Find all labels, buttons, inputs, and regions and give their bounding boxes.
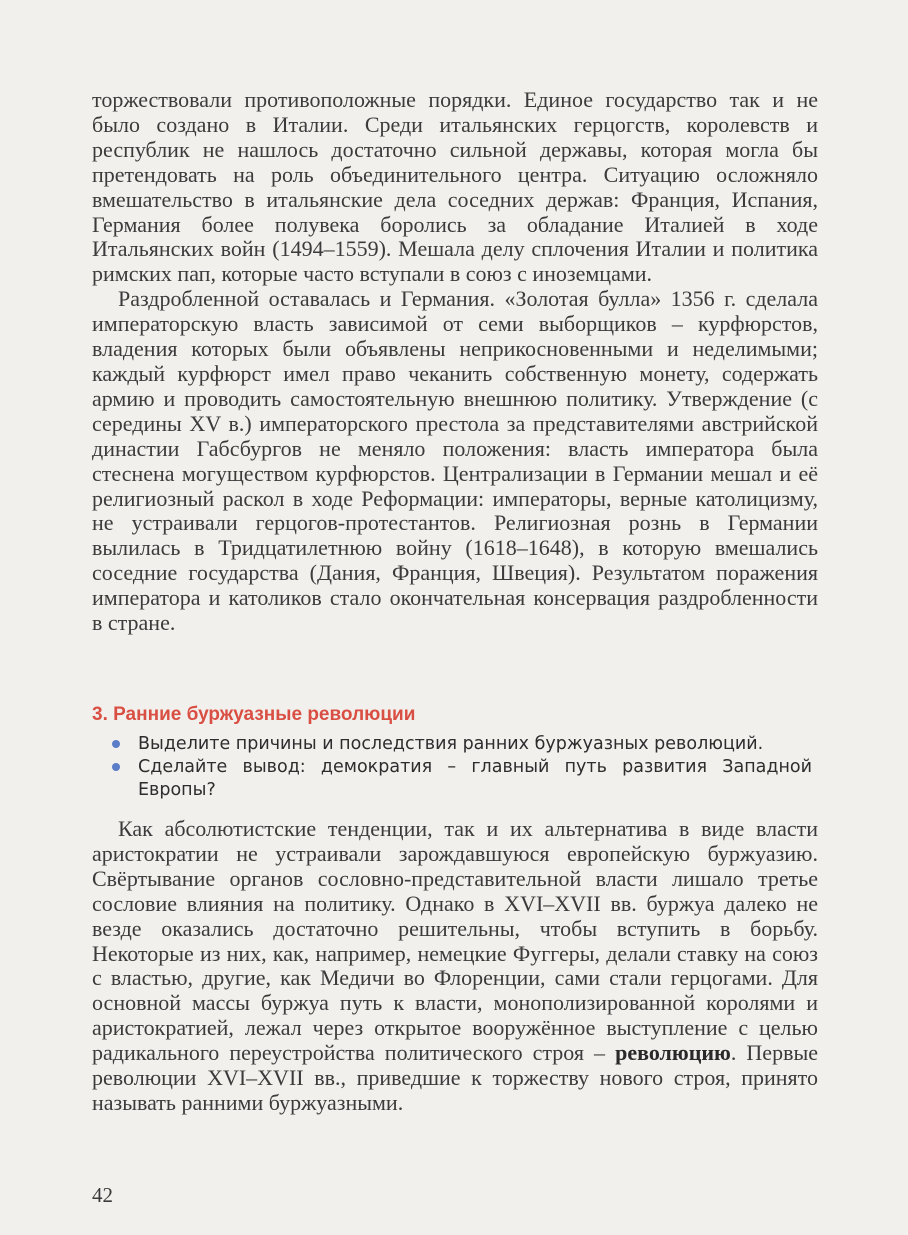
paragraph-revolutions [92,817,818,1116]
bullet-icon [112,740,120,748]
intro-text-block [92,88,818,636]
section-text-block [92,817,818,1116]
key-term: революцию [615,1040,731,1066]
question-item [112,733,812,756]
page-number: 42 [92,1183,113,1207]
section-heading: 3. Ранние буржуазные революции [92,704,416,725]
paragraph-italy: торжествовали противоположные порядки. Единое государство так и не было создано в Италии. Среди итальянских герцогств, королевств и республик не нашлось достаточно сильной державы, которая могла бы претендовать на роль объединительного центра. Ситуацию осложняло вмешательство в итальянские дела соседних держав: Франция, Испания, Германия более полувека боролись за обладание Италией в ходе Итальянских войн (1494–1559). Мешала делу сплочения Италии и политика римских пап, которые часто вступали в союз с иноземцами. [92,87,818,287]
question-text: Выделите причины и последствия ранних буржуазных революций. [138,734,764,754]
question-item [112,756,812,802]
section-questions [112,733,812,802]
paragraph-text-end: . Первые революции XVI–XVII вв., приведшие к торжеству нового строя, принято называть ранними буржуазными. [92,1040,819,1115]
paragraph-germany: Раздробленной оставалась и Германия. «Золотая булла» 1356 г. сделала императорскую власть зависимой от семи выборщиков – курфюрстов, владения которых были объявлены неприкосновенными и неделимыми; каждый курфюрст имел право чеканить собственную монету, содержать армию и проводить самостоятельную внешнюю политику. Утверждение (с середины XV в.) императорского престола за представителями австрийской династии Габсбургов не меняло положения: власть императора была стеснена могуществом курфюрстов. Централизации в Германии мешал и её религиозный раскол в ходе Реформации: императоры, верные католицизму, не устраивали герцогов-протестантов. Религиозная рознь в Германии вылилась в Тридцатилетнюю войну (1618–1648), в которую вмешались соседние государства (Дания, Франция, Швеция). Результатом поражения императора и католиков стало окончательная консервация раздробленности в стране. [92,286,818,636]
bullet-icon [112,763,120,771]
paragraph-text-start: Как абсолютистские тенденции, так и их альтернатива в виде власти аристократии не устраивали зарождавшуюся европейскую буржуазию. Свёртывание органов сословно-представительной власти лишало третье сословие влияния на политику. Однако в XVI–XVII вв. буржуа далеко не везде оказались достаточно решительны, чтобы вступить в борьбу. Некоторые из них, как, например, немецкие Фуггеры, делали ставку на союз с властью, другие, как Медичи во Флоренции, сами стали герцогами. Для основной массы буржуа путь к власти, монополизированной королями и аристократией, лежал через открытое вооружённое выступление с целью радикального переустройства политического строя – [92,816,818,1066]
question-text: Сделайте вывод: демократия – главный путь развития Западной Европы? [138,757,812,800]
